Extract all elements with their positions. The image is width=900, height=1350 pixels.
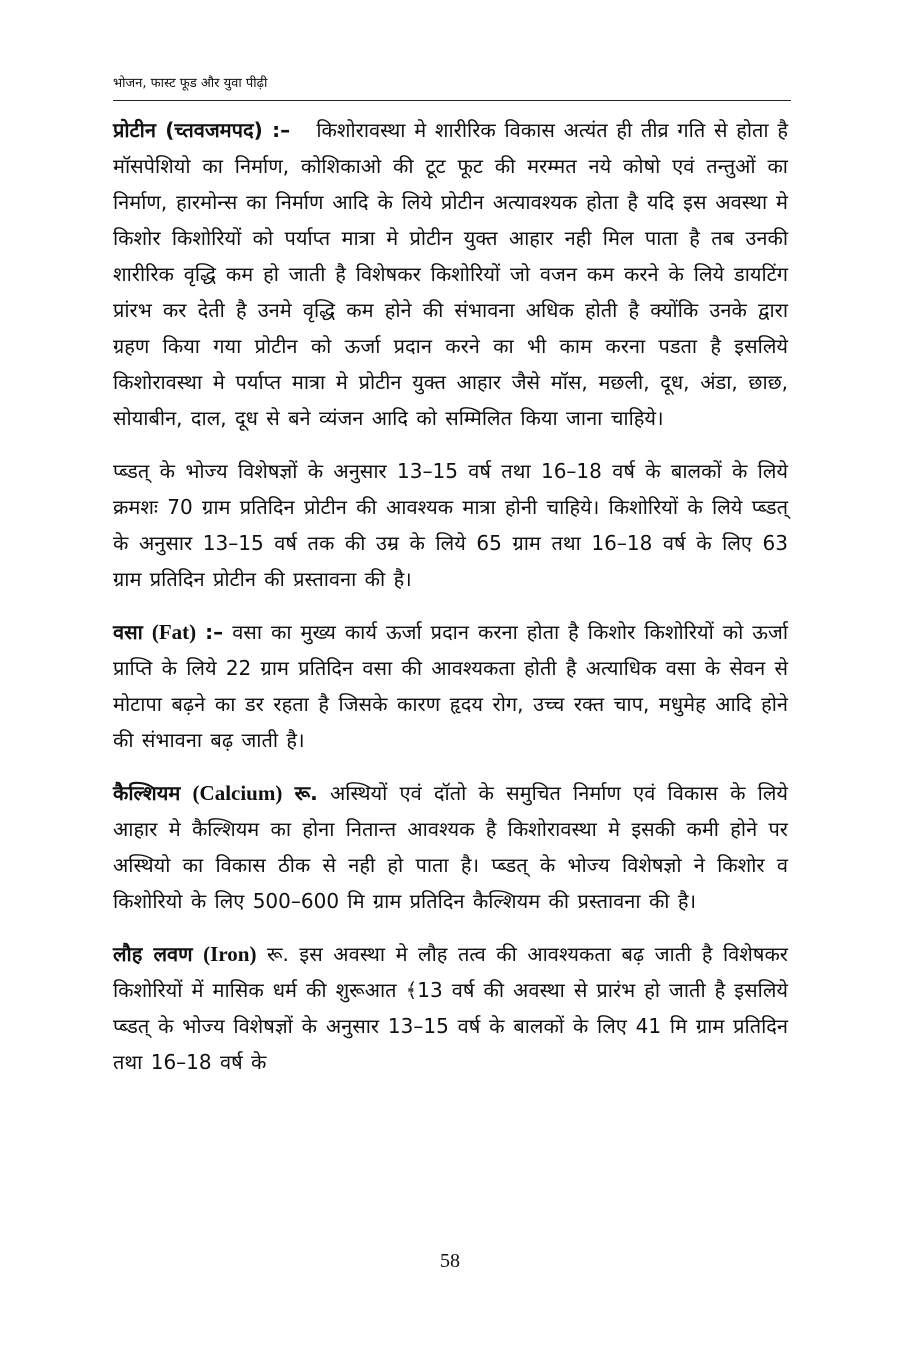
term-fat-latin: (Fat) (151, 620, 197, 644)
term-iron: लौह लवण (113, 942, 193, 966)
page-body (113, 112, 788, 1080)
term-calcium: कैल्शियम (113, 781, 181, 805)
paragraph-fat-text: वसा का मुख्य कार्य ऊर्जा प्रदान करना होता है किशोर किशोरियों को ऊर्जा प्राप्ति के लिये 22 ग्राम प्रतिदिन वसा की आवश्यकता होती है अत्याधिक वसा के सेवन से मोटापा बढ़ने का डर रहता है जिसके कारण हृदय रोग, उच्च रक्त चाप, मधुमेह आदि होने की संभावना बढ़ जाती है। (113, 620, 789, 752)
running-header: भोजन, फास्ट फूड और युवा पीढ़ी (113, 76, 268, 91)
paragraph-calcium (113, 775, 788, 919)
paragraph-icmr-protein-text: प्ब्डत् के भोज्य विशेषज्ञों के अनुसार 13–15 वर्ष तथा 16–18 वर्ष के बालकों के लिये क्रमशः 70 ग्राम प्रतिदिन प्रोटीन की आवश्यक मात्रा होनी चाहिये। किशोरियों के लिये प्ब्डत् के अनुसार 13–15 वर्ष तक की उम्र के लिये 65 ग्राम तथा 16–18 वर्ष के लिए 63 ग्राम प्रतिदिन प्रोटीन की प्रस्तावना की है। (113, 459, 788, 591)
page-number: 58 (440, 1250, 460, 1272)
paragraph-icmr-protein (113, 453, 788, 597)
paragraph-iron (113, 936, 788, 1080)
term-calcium-latin: (Calcium) (192, 781, 283, 805)
paragraph-fat (113, 614, 788, 758)
term-iron-latin: (Iron) (203, 942, 257, 966)
term-fat-marker: :– (205, 620, 224, 644)
paragraph-protein (113, 112, 788, 436)
header-rule (113, 100, 791, 101)
paragraph-protein-text: किशोरावस्था मे शारीरिक विकास अत्यंत ही तीव्र गति से होता है मॉसपेशियो का निर्माण, कोशिकाओ की टूट फूट की मरम्मत नये कोषो एवं तन्तुओं का निर्माण, हारमोन्स का निर्माण आदि के लिये प्रोटीन अत्यावश्यक होता है यदि इस अवस्था मे किशोर किशोरियों को पर्याप्त मात्रा मे प्रोटीन युक्त आहार नही मिल पाता है तब उनकी शारीरिक वृद्धि कम हो जाती है विशेषकर किशोरियों जो वजन कम करने के लिये डायटिंग प्रांरभ कर देती है उनमे वृद्धि कम होने की संभावना अधिक होती है क्योंकि उनके द्वारा ग्रहण किया गया प्रोटीन को ऊर्जा प्रदान करने का भी काम करना पडता है इसलिये किशोरावस्था मे पर्याप्त मात्रा मे प्रोटीन युक्त आहार जैसे मॉस, मछली, दूध, अंडा, छाछ, सोयाबीन, दाल, दूध से बने व्यंजन आदि को सम्मिलित किया जाना चाहिये। (113, 118, 788, 430)
term-fat: वसा (113, 620, 143, 644)
term-protein: प्रोटीन (च्तवजमपद) :– (113, 118, 291, 142)
paragraph-calcium-text: अस्थियों एवं दॉतो के समुचित निर्माण एवं विकास के लिये आहार मे कैल्शियम का होना नितान्त आवश्यक है किशोरावस्था मे इसकी कमी होने पर अस्थियो का विकास ठीक से नही हो पाता है। प्ब्डत् के भोज्य विशेषज्ञो ने किशोर व किशोरियो के लिए 500–600 मि ग्राम प्रतिदिन कैल्शियम की प्रस्तावना की है। (113, 781, 789, 913)
term-iron-marker: रू. (266, 942, 289, 966)
paragraph-iron-text: इस अवस्था मे लौह तत्व की आवश्यकता बढ़ जाती है विशेषकर किशोरियों में मासिक धर्म की शुरूआत ﴾13 वर्ष की अवस्था से प्रारंभ हो जाती है इसलिये प्ब्डत् के भोज्य विशेषज्ञों के अनुसार 13–15 वर्ष के बालकों के लिए 41 मि ग्राम प्रतिदिन तथा 16–18 वर्ष के (113, 942, 788, 1074)
term-calcium-marker: रू. (294, 781, 318, 805)
